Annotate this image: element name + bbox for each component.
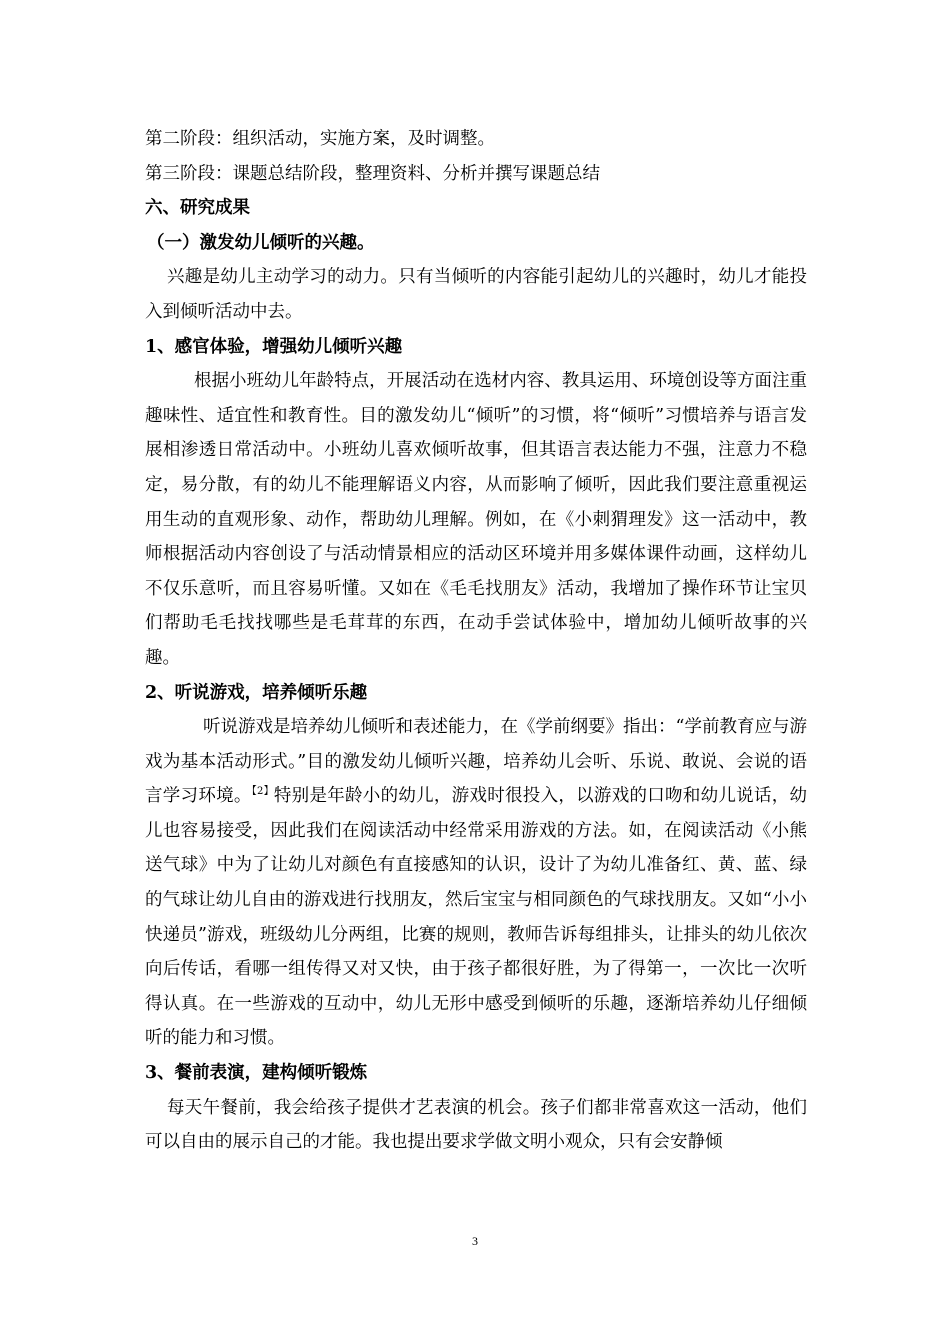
paragraph-3: 每天午餐前，我会给孩子提供才艺表演的机会。孩子们都非常喜欢这一活动，他们可以自由的展示自己的才能。我也提出要求学做文明小观众，只有会安静倾 xyxy=(145,1097,807,1153)
paragraph-2-part-b: 特别是年龄小的幼儿，游戏时很投入，以游戏的口吻和幼儿说话，幼儿也容易接受，因此我们在阅读活动中经常采用游戏的方法。如，在阅读活动《小熊送气球》中为了让幼儿对颜色有直接感知的认识，设计了为幼儿准备红、黄、蓝、绿的气球让幼儿自由的游戏进行找朋友，然后宝宝与相同颜色的气球找朋友。又如“小小快递员”游戏，班级幼儿分两组，比赛的规则，教师告诉每组排头，让排头的幼儿依次向后传话，看哪一组传得又对又快，由于孩子都很好胜，为了得第一，一次比一次听得认真。在一些游戏的互动中，幼儿无形中感受到倾听的乐趣，逐渐培养幼儿仔细倾听的能力和习惯。 xyxy=(145,786,807,1049)
page-number: 3 xyxy=(472,1234,478,1248)
heading-1: 1、感官体验，增强幼儿倾听兴趣 xyxy=(145,336,403,357)
section-title: 六、研究成果 xyxy=(145,198,250,219)
subsection-title: （一）激发幼儿倾听的兴趣。 xyxy=(147,232,375,253)
document-page xyxy=(145,122,807,1160)
stage3-text: 第三阶段：课题总结阶段，整理资料、分析并撰写课题总结 xyxy=(145,163,600,184)
intro-paragraph: 兴趣是幼儿主动学习的动力。只有当倾听的内容能引起幼儿的兴趣时，幼儿才能投入到倾听活动中去。 xyxy=(145,267,807,322)
paragraph-1: 根据小班幼儿年龄特点，开展活动在选材内容、教具运用、环境创设等方面注重趣味性、适宜性和教育性。目的激发幼儿“倾听”的习惯，将“倾听”习惯培养与语言发展相渗透日常活动中。小班幼儿喜欢倾听故事，但其语言表达能力不强，注意力不稳定，易分散，有的幼儿不能理解语义内容，从而影响了倾听，因此我们要注意重视运用生动的直观形象、动作，帮助幼儿理解。例如，在《小刺猬理发》这一活动中，教师根据活动内容创设了与活动情景相应的活动区环境并用多媒体课件动画，这样幼儿不仅乐意听，而且容易听懂。又如在《毛毛找朋友》活动，我增加了操作环节让宝贝们帮助毛毛找找哪些是毛茸茸的东西，在动手尝试体验中，增加幼儿倾听故事的兴趣。 xyxy=(145,371,807,668)
citation-marker: 【2】 xyxy=(251,786,274,798)
heading-2: 2、听说游戏，培养倾听乐趣 xyxy=(145,682,368,703)
paragraph-2-part-a: 听说游戏是培养幼儿倾听和表述能力，在《学前纲要》指出：“学前教育应与游戏为基本活动形式。”目的激发幼儿倾听兴趣，培养幼儿会听、乐说、敢说、会说的语言学习环境。 xyxy=(145,717,807,807)
stage2-text: 第二阶段：组织活动，实施方案，及时调整。 xyxy=(145,129,495,149)
heading-3: 3、餐前表演，建构倾听锻炼 xyxy=(145,1063,368,1084)
paragraph-2 xyxy=(145,710,807,1056)
